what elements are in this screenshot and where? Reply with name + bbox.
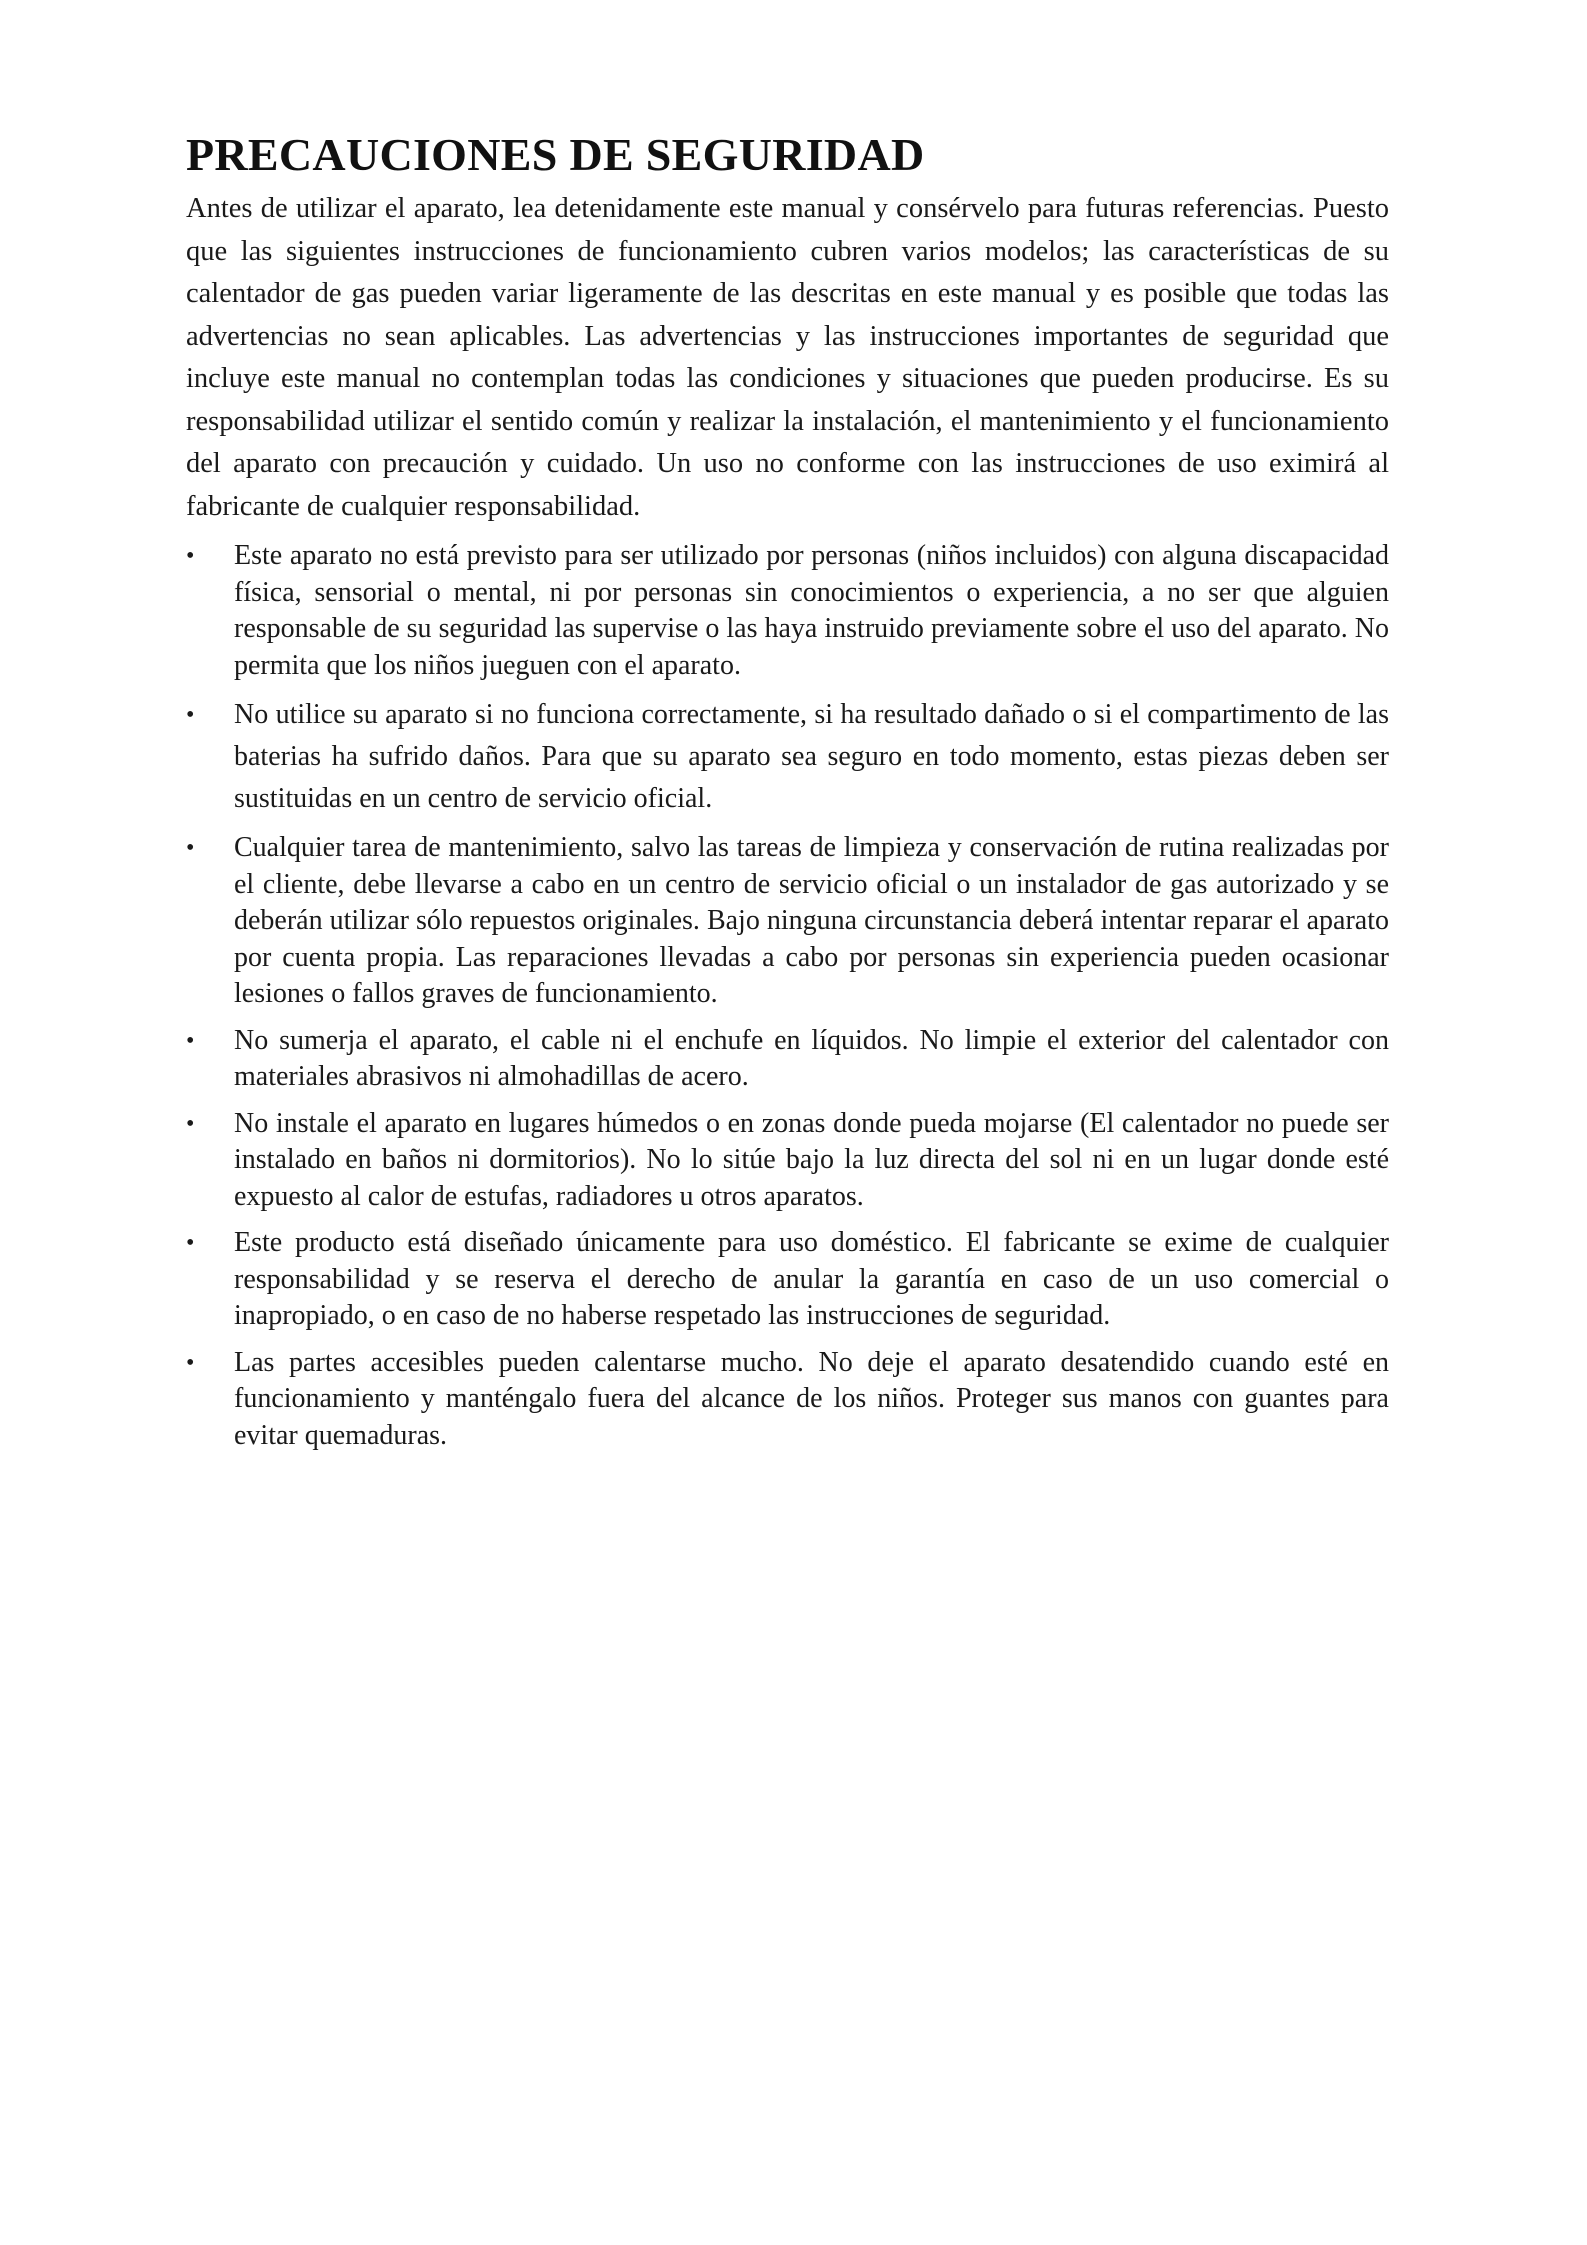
list-item-text: Este producto está diseñado únicamente para uso doméstico. El fabricante se exime de cualquier responsabilidad y se reserva el derecho de anular la garantía en caso de un uso comercial o inapropiado, o en caso de no haberse respetado las instrucciones de seguridad.	[234, 1227, 1389, 1331]
list-item-text: Cualquier tarea de mantenimiento, salvo las tareas de limpieza y conservación de rutina realizadas por el cliente, debe llevarse a cabo en un centro de servicio oficial o un instalador de gas autorizado y se deberán utilizar sólo repuestos originales. Bajo ninguna circunstancia deberá intentar reparar el aparato por cuenta propia. Las reparaciones llevadas a cabo por personas sin experiencia pueden ocasionar lesiones o fallos graves de funcionamiento.	[234, 832, 1389, 1009]
list-item-text: No utilice su aparato si no funciona correctamente, si ha resultado dañado o si el compartimento de las baterias ha sufrido daños. Para que su aparato sea seguro en todo momento, estas piezas deben ser sustituidas en un centro de servicio oficial.	[234, 699, 1389, 814]
list-item-text: Las partes accesibles pueden calentarse mucho. No deje el aparato desatendido cuando esté en funcionamiento y manténgalo fuera del alcance de los niños. Proteger sus manos con guantes para evitar quemaduras.	[234, 1346, 1389, 1451]
list-item	[186, 830, 1389, 1013]
list-item	[186, 694, 1389, 820]
list-item	[186, 1023, 1389, 1096]
bullet-icon: •	[186, 1110, 195, 1137]
safety-list	[186, 538, 1389, 1454]
list-item-text: No instale el aparato en lugares húmedos o en zonas donde pueda mojarse (El calentador no puede ser instalado en baños ni dormitorios). No lo sitúe bajo la luz directa del sol ni en un lugar donde esté expuesto al calor de estufas, radiadores u otros aparatos.	[234, 1107, 1389, 1212]
intro-paragraph: Antes de utilizar el aparato, lea detenidamente este manual y consérvelo para futuras referencias. Puesto que las siguientes instrucciones de funcionamiento cubren varios modelos; las características de su calentador de gas pueden variar ligeramente de las descritas en este manual y es posible que todas las advertencias no sean aplicables. Las advertencias y las instrucciones importantes de seguridad que incluye este manual no contemplan todas las condiciones y situaciones que pueden producirse. Es su responsabilidad utilizar el sentido común y realizar la instalación, el mantenimiento y el funcionamiento del aparato con precaución y cuidado. Un uso no conforme con las instrucciones de uso eximirá al fabricante de cualquier responsabilidad.	[186, 193, 1389, 522]
bullet-icon: •	[186, 1349, 195, 1376]
list-item	[186, 1345, 1389, 1455]
list-item	[186, 1225, 1389, 1335]
list-item	[186, 538, 1389, 684]
page-title: PRECAUCIONES DE SEGURIDAD	[186, 129, 925, 180]
bullet-icon: •	[186, 702, 195, 728]
list-item-text: Este aparato no está previsto para ser utilizado por personas (niños incluidos) con alguna discapacidad física, sensorial o mental, ni por personas sin conocimientos o experiencia, a no ser que alguien responsable de su seguridad las supervise o las haya instruido previamente sobre el uso del aparato. No permita que los niños jueguen con el aparato.	[234, 540, 1389, 681]
bullet-icon: •	[186, 543, 195, 569]
list-item	[186, 1106, 1389, 1216]
list-item-text: No sumerja el aparato, el cable ni el enchufe en líquidos. No limpie el exterior del calentador con materiales abrasivos ni almohadillas de acero.	[234, 1024, 1389, 1092]
bullet-icon: •	[186, 1027, 195, 1054]
document-page	[186, 128, 1389, 1464]
bullet-icon: •	[186, 835, 195, 861]
bullet-icon: •	[186, 1230, 195, 1256]
